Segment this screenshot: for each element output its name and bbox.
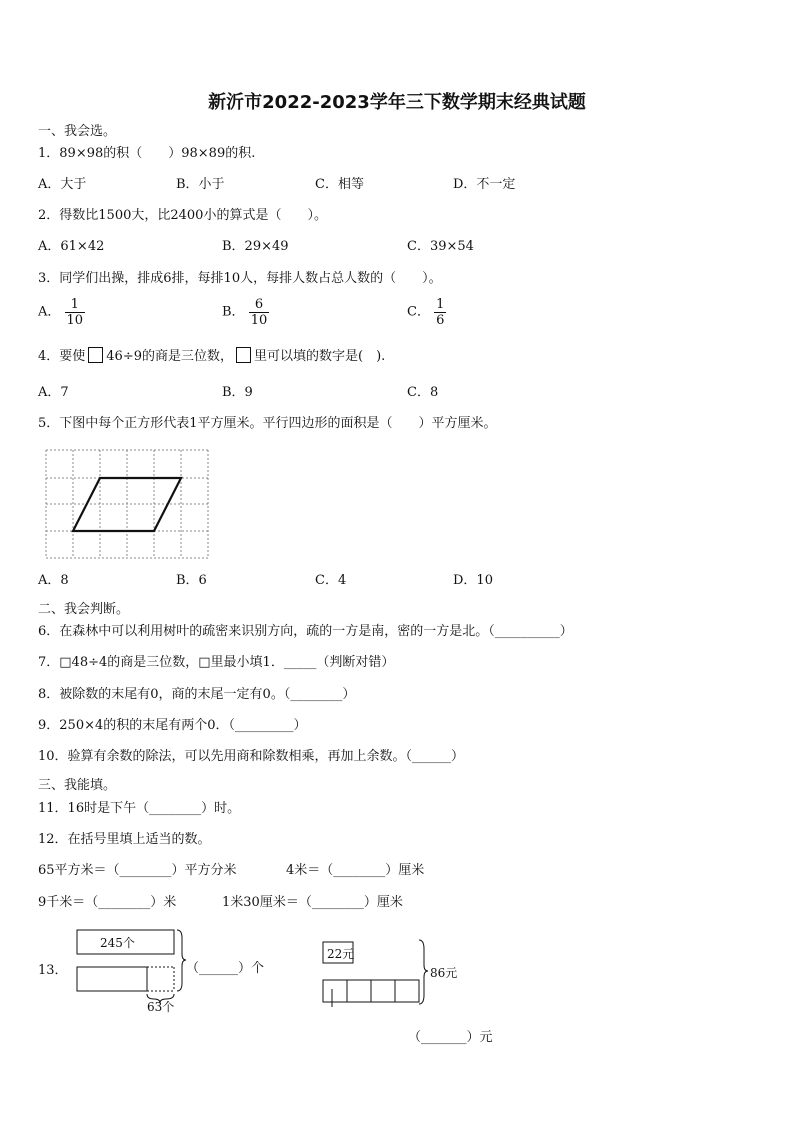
q3-option-a-numerator: 1: [65, 297, 86, 313]
q3-option-c-letter: C．: [407, 304, 430, 320]
q3-option-c-denominator: 6: [436, 313, 445, 328]
q4-mid: 46÷9的商是三位数，: [106, 349, 233, 364]
bar-label-245: 245个: [100, 936, 135, 950]
q4-option-a: A．7: [38, 385, 69, 400]
segment-4: [395, 980, 419, 1002]
q4-prefix: 4．要使: [38, 349, 86, 364]
q3-option-a-fraction: [65, 297, 86, 328]
q1-option-a: A．大于: [38, 177, 87, 192]
q3-option-c: [407, 297, 446, 328]
segment-1: [323, 980, 347, 1002]
q4-suffix: 里可以填的数字是( ).: [254, 349, 386, 364]
question-1: 1．89×98的积（ ）98×89的积.: [38, 146, 256, 161]
section-heading-fill: 三、我能填。: [38, 778, 117, 793]
q3-option-b-letter: B．: [222, 304, 245, 320]
q12-blank-2: 4米＝（________）厘米: [286, 863, 425, 878]
q12-blank-1: 65平方米＝（________）平方分米: [38, 863, 237, 878]
question-8: 8．被除数的末尾有0，商的末尾一定有0。（________）: [38, 687, 356, 702]
question-7: 7．□48÷4的商是三位数，□里最小填1．_____（判断对错）: [38, 655, 395, 670]
q2-option-a: A．61×42: [38, 239, 105, 254]
question-13-label: 13．: [38, 963, 68, 978]
q13-answer-b: （_______）元: [408, 1030, 493, 1045]
q2-option-c: C．39×54: [407, 239, 474, 254]
question-10: 10．验算有余数的除法，可以先用商和除数相乘，再加上余数。（______）: [38, 749, 465, 764]
q5-option-b: B．6: [176, 573, 207, 588]
q3-option-a-letter: A．: [38, 304, 61, 320]
q3-option-b-denominator: 10: [250, 313, 268, 328]
q5-option-a: A．8: [38, 573, 69, 588]
q4-option-b: B．9: [222, 385, 253, 400]
right-brace-icon: [419, 940, 428, 1004]
section-heading-choice: 一、我会选。: [38, 124, 117, 139]
question-9: 9．250×4的积的末尾有两个0．（_________）: [38, 718, 307, 733]
q3-option-a: [38, 297, 85, 328]
blank-box-icon: [236, 347, 251, 363]
total-label-86: 86元: [430, 966, 458, 980]
q5-option-c: C．4: [315, 573, 347, 588]
q1-option-d: D．不一定: [453, 177, 516, 192]
blank-box-icon: [88, 347, 103, 363]
question-4: [38, 347, 385, 366]
segment-3: [371, 980, 395, 1002]
q1-option-b: B．小于: [176, 177, 225, 192]
q3-option-c-numerator: 1: [436, 297, 445, 312]
page-title: 新沂市2022-2023学年三下数学期末经典试题: [208, 92, 586, 113]
question-5: 5．下图中每个正方形代表1平方厘米。平行四边形的面积是（ ）平方厘米。: [38, 416, 497, 431]
q12-blank-4: 1米30厘米＝（________）厘米: [222, 895, 403, 910]
q3-option-c-fraction: [434, 297, 446, 328]
q3-option-b-numerator: 6: [249, 297, 270, 313]
q3-option-b: [222, 297, 269, 328]
section-heading-judge: 二、我会判断。: [38, 602, 130, 617]
short-bar: [77, 967, 147, 991]
question-11: 11．16时是下午（________）时。: [38, 801, 241, 816]
diff-label-63: 63个: [147, 1000, 175, 1014]
right-brace-icon: [177, 930, 186, 991]
question-2: 2．得数比1500大，比2400小的算式是（ ）。: [38, 208, 327, 223]
segment-2: [347, 980, 371, 1002]
question-12: 12．在括号里填上适当的数。: [38, 832, 211, 847]
parallelogram-grid-figure: [42, 446, 212, 564]
q5-option-d: D．10: [453, 573, 493, 588]
q3-option-b-fraction: [249, 297, 270, 328]
q12-blank-3: 9千米＝（________）米: [38, 895, 177, 910]
grid-lines: [46, 450, 208, 558]
question-6: 6．在森林中可以利用树叶的疏密来识别方向，疏的一方是南，密的一方是北。（__________）: [38, 624, 573, 639]
q1-option-c: C．相等: [315, 177, 364, 192]
question-3: 3．同学们出操，排成6排，每排10人，每排人数占总人数的（ ）。: [38, 271, 442, 286]
q2-option-b: B．29×49: [222, 239, 289, 254]
price-label-22: 22元: [327, 947, 355, 961]
q3-option-a-denominator: 10: [66, 313, 84, 328]
q4-option-c: C．8: [407, 385, 439, 400]
q13-answer-a: （______）个: [186, 961, 265, 976]
